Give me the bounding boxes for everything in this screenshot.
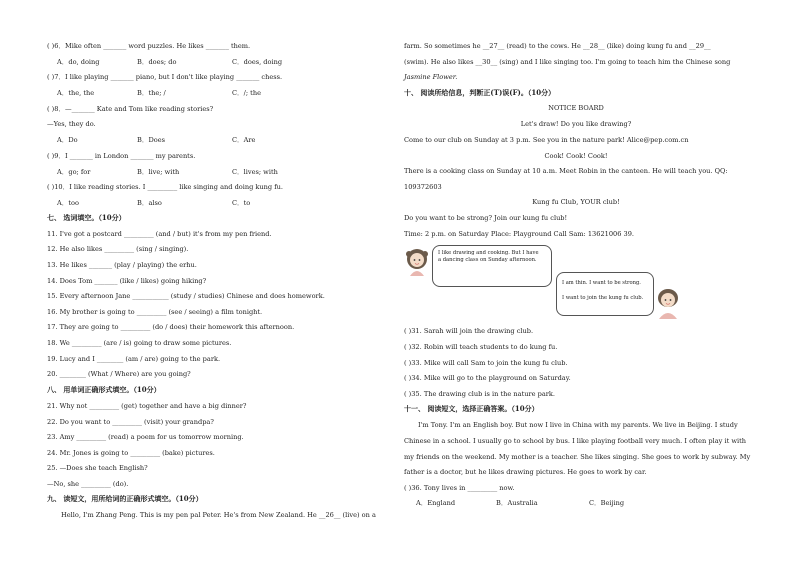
q6-option-c: C．does, doing — [232, 58, 283, 66]
q8-option-a: A．Do — [57, 136, 78, 144]
question-36: ( )36. Tony lives in _________ now. — [404, 484, 515, 492]
section-9-passage-line3: Jasmine Flower. — [404, 73, 458, 81]
section-9-passage: Hello, I'm Zhang Peng. This is my pen pal Peter. He's from New Zealand. He __26__ (live) on a — [61, 511, 376, 519]
question-19: 19. Lucy and I ________ (am / are) going to the park. — [47, 355, 221, 363]
section-8-heading: 八、 用单词正确形式填空。（10分） — [47, 385, 161, 394]
section-9-passage-line1: farm. So sometimes he __27__ (read) to the cows. He __28__ (like) doing kung fu and __29__ — [404, 42, 711, 50]
q9-option-c: C．lives; with — [232, 168, 278, 176]
q7-option-c: C．/; the — [232, 89, 261, 97]
q9-option-a: A．go; for — [57, 168, 91, 176]
section-11-passage-line1: I'm Tony. I'm an English boy. But now I live in China with my parents. We live in Beijing. I study — [418, 421, 738, 429]
question-14: 14. Does Tom _______ (like / likes) going hiking? — [47, 277, 207, 285]
speech-bubble-boy — [556, 272, 654, 316]
question-32: ( )32. Robin will teach students to do kung fu. — [404, 343, 558, 351]
question-18: 18. We _________ (are / is) going to draw some pictures. — [47, 339, 232, 347]
q36-option-b: B．Australia — [496, 499, 538, 507]
q36-option-c: C．Beijing — [589, 499, 625, 507]
question-31: ( )31. Sarah will join the drawing club. — [404, 327, 534, 335]
notice-3-heading: Kung fu Club, YOUR club! — [532, 198, 620, 206]
q6-option-b: B．does; do — [137, 58, 177, 66]
girl-avatar — [404, 248, 430, 278]
section-11-passage-line4: father is a doctor, but he likes drawing pictures. He goes to work by car. — [404, 468, 647, 476]
notice-2-body-line1: There is a cooking class on Sunday at 10 a.m. Meet Robin in the canteen. He will teach you. QQ: — [404, 167, 728, 175]
q9-option-b: B．live; with — [137, 168, 180, 176]
speech-bubble-boy-line2: I want to join the kung fu club. — [562, 295, 644, 301]
question-22: 22. Do you want to _________ (visit) your grandpa? — [47, 418, 214, 426]
question-6: ( )6．Mike often _______ word puzzles. He likes _______ them. — [47, 42, 251, 50]
question-33: ( )33. Mike will call Sam to join the kung fu club. — [404, 359, 568, 367]
question-7: ( )7．I like playing _______ piano, but I don't like playing _______ chess. — [47, 73, 283, 81]
speech-bubble-girl-line1: I like drawing and cooking. But I have — [438, 250, 539, 256]
q6-option-a: A．do, doing — [57, 58, 100, 66]
question-11: 11. I've got a postcard _________ (and / but) it's from my pen friend. — [47, 230, 272, 238]
question-8-answer: —Yes, they do. — [47, 120, 96, 128]
notice-1-body: Come to our club on Sunday at 3 p.m. See you in the nature park! Alice@pep.com.cn — [404, 136, 689, 144]
question-23: 23. Amy _________ (read) a poem for us tomorrow morning. — [47, 433, 244, 441]
q7-option-b: B．the; / — [137, 89, 166, 97]
q7-option-a: A．the, the — [57, 89, 95, 97]
question-13: 13. He likes _______ (play / playing) the erhu. — [47, 261, 197, 269]
q10-option-a: A．too — [57, 199, 79, 207]
speech-bubble-boy-line1: I am thin. I want to be strong. — [562, 280, 641, 286]
section-7-heading: 七、 选词填空。（10分） — [47, 213, 126, 222]
question-34: ( )34. Mike will go to the playground on Saturday. — [404, 374, 571, 382]
q10-option-b: B．also — [137, 199, 162, 207]
notice-2-heading: Cook! Cook! Cook! — [544, 152, 608, 160]
notice-3-body-line2: Time: 2 p.m. on Saturday Place: Playground Call Sam: 13621006 39. — [404, 230, 635, 238]
question-9: ( )9．I _______ in London _______ my parents. — [47, 152, 196, 160]
section-10-heading: 十、 阅读所给信息，判断正(T)误(F)。（10分） — [404, 88, 556, 97]
question-8: ( )8．—_______ Kate and Tom like reading stories? — [47, 105, 214, 113]
notice-board-title: NOTICE BOARD — [548, 104, 604, 112]
question-10: ( )10．I like reading stories. I _________ like singing and doing kung fu. — [47, 183, 284, 191]
question-20: 20. ________ (What / Where) are you going? — [47, 370, 191, 378]
section-11-heading: 十一、 阅读短文，选择正确答案。（10分） — [404, 404, 539, 413]
question-24: 24. Mr. Jones is going to _________ (bake) pictures. — [47, 449, 215, 457]
q8-option-c: C．Are — [232, 136, 256, 144]
question-35: ( )35. The drawing club is in the nature park. — [404, 390, 556, 398]
question-25: 25. —Does she teach English? — [47, 464, 148, 472]
section-11-passage-line3: my friends on the weekend. My mother is a teacher. She likes singing. She goes to work by subway. My — [404, 453, 751, 461]
question-15: 15. Every afternoon Jane ___________ (study / studies) Chinese and does homework. — [47, 292, 325, 300]
question-16: 16. My brother is going to _________ (see / seeing) a film tonight. — [47, 308, 263, 316]
question-12: 12. He also likes _________ (sing / singing). — [47, 245, 189, 253]
section-9-passage-line2: (swim). He also likes __30__ (sing) and I like singing too. I'm going to teach him the Chinese song — [404, 58, 731, 66]
question-17: 17. They are going to _________ (do / does) their homework this afternoon. — [47, 323, 295, 331]
speech-bubble-girl — [432, 245, 552, 287]
notice-3-body-line1: Do you want to be strong? Join our kung fu club! — [404, 214, 568, 222]
notice-2-body-line2: 109372603 — [404, 183, 442, 191]
question-25-answer: —No, she _________ (do). — [47, 480, 129, 488]
notice-1-heading: Let's draw! Do you like drawing? — [520, 120, 632, 128]
q8-option-b: B．Does — [137, 136, 165, 144]
section-9-heading: 九、 读短文，用所给词的正确形式填空。（10分） — [47, 494, 203, 503]
q36-option-a: A．England — [416, 499, 456, 507]
speech-bubble-girl-line2: a dancing class on Sunday afternoon. — [438, 257, 537, 263]
question-21: 21. Why not _________ (get) together and have a big dinner? — [47, 402, 247, 410]
section-11-passage-line2: Chinese in a school. I usually go to school by bus. I like playing football very much. I often play it with — [404, 437, 746, 445]
q10-option-c: C．to — [232, 199, 251, 207]
boy-avatar — [654, 288, 682, 320]
